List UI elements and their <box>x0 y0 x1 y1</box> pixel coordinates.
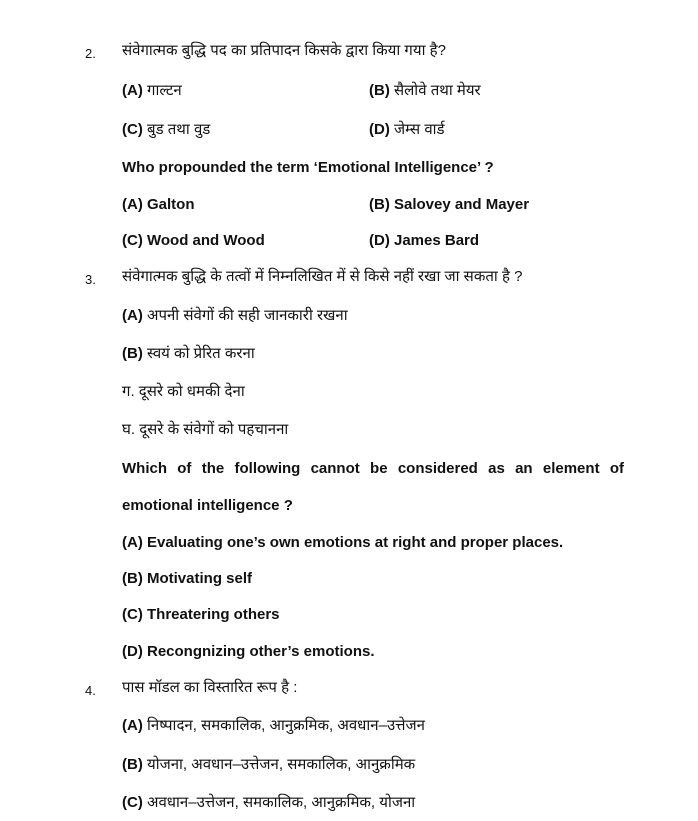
question-stem-english: Who propounded the term ‘Emotional Intelligence’ ? <box>122 159 494 176</box>
option-hindi-a: (A) निष्पादन, समकालिक, आनुक्रमिक, अवधान–उत्तेजन <box>122 717 425 734</box>
option-hindi-a: (A) गाल्टन <box>122 82 182 99</box>
option-english-b: (B) Salovey and Mayer <box>369 196 530 213</box>
option-hindi-d: (D) जेम्स वार्ड <box>369 121 445 138</box>
option-english-c: (C) Wood and Wood <box>122 232 265 249</box>
option-hindi-a: (A) अपनी संवेगों की सही जानकारी रखना <box>122 307 348 324</box>
question-number: 2. <box>85 46 96 61</box>
question-stem-hindi: पास मॉडल का विस्तारित रूप है : <box>122 679 298 696</box>
question-stem-hindi: संवेगात्मक बुद्धि के तत्वों में निम्नलिखित में से किसे नहीं रखा जा सकता है ? <box>122 268 523 285</box>
question-number: 4. <box>85 683 96 698</box>
option-english-d: (D) James Bard <box>369 232 480 249</box>
question-stem-english-line-2: emotional intelligence ? <box>122 497 293 514</box>
question-stem-english-line-1: Which of the following cannot be considered as an element of <box>122 460 624 477</box>
option-hindi-c: (C) अवधान–उत्तेजन, समकालिक, आनुक्रमिक, योजना <box>122 794 416 811</box>
option-english-c: (C) Threatering others <box>122 606 280 623</box>
option-hindi-d: घ. दूसरे के संवेगों को पहचानना <box>122 421 289 438</box>
option-english-d: (D) Recongnizing other’s emotions. <box>122 643 375 660</box>
option-english-a: (A) Galton <box>122 196 195 213</box>
option-hindi-b: (B) स्वयं को प्रेरित करना <box>122 345 255 362</box>
option-hindi-b: (B) सैलोवे तथा मेयर <box>369 82 481 99</box>
question-stem-hindi: संवेगात्मक बुद्धि पद का प्रतिपादन किसके द्वारा किया गया है? <box>122 42 446 59</box>
option-hindi-c: (C) बुड तथा वुड <box>122 121 211 138</box>
option-english-b: (B) Motivating self <box>122 570 252 587</box>
option-hindi-b: (B) योजना, अवधान–उत्तेजन, समकालिक, आनुक्रमिक <box>122 756 416 773</box>
question-number: 3. <box>85 272 96 287</box>
option-english-a: (A) Evaluating one’s own emotions at right and proper places. <box>122 534 564 551</box>
option-hindi-c: ग. दूसरे को धमकी देना <box>122 383 245 400</box>
